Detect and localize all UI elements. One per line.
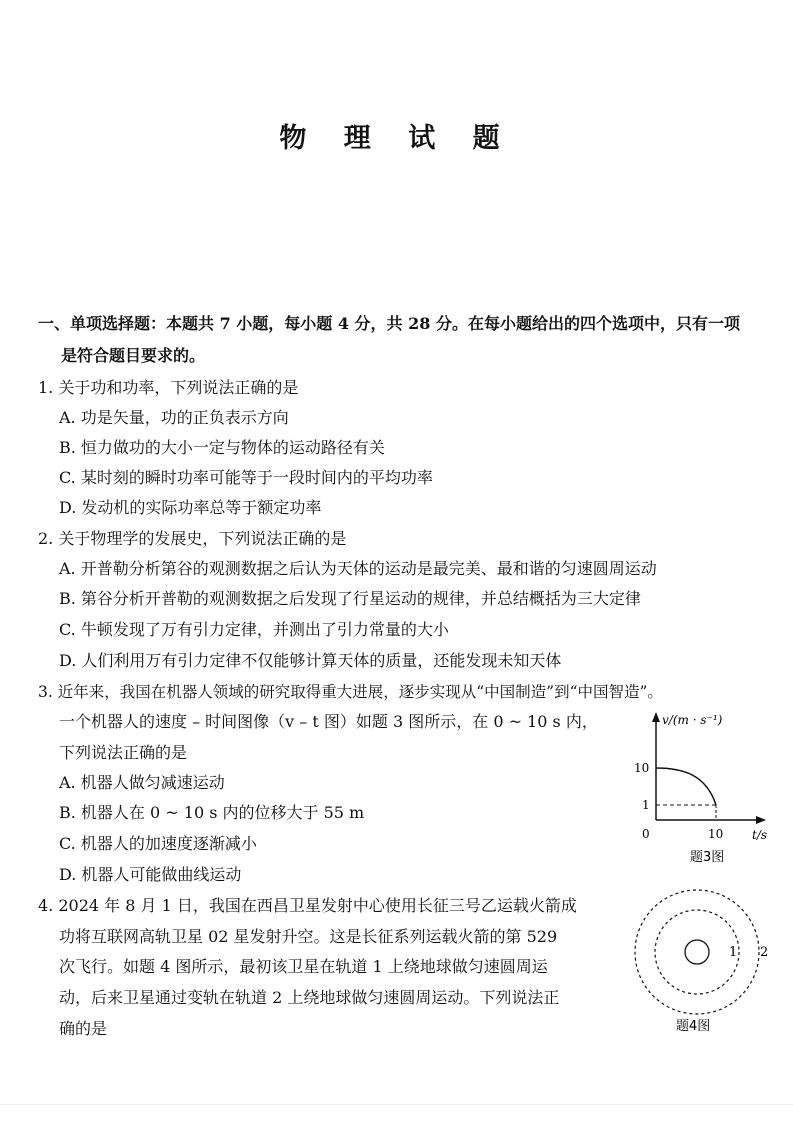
y-tick-1: 1 [642, 798, 650, 812]
page-bottom-divider [0, 1104, 793, 1105]
question-1-option-d: D. 发动机的实际功率总等于额定功率 [59, 498, 322, 517]
y-axis-label: v/(m · s⁻¹) [662, 713, 723, 727]
question-3-option-a: A. 机器人做匀减速运动 [59, 773, 225, 792]
origin-label: 0 [642, 827, 650, 841]
question-2-option-a: A. 开普勒分析第谷的观测数据之后认为天体的运动是最完美、最和谐的匀速圆周运动 [59, 559, 657, 578]
question-4-stem-line4: 动，后来卫星通过变轨在轨道 2 上绕地球做匀速圆周运动。下列说法正 [59, 988, 560, 1007]
question-1-option-a: A. 功是矢量，功的正负表示方向 [59, 408, 289, 427]
question-3-option-c: C. 机器人的加速度逐渐减小 [59, 834, 257, 853]
velocity-curve [656, 768, 716, 805]
x-tick-10: 10 [708, 827, 724, 841]
question-4-stem-line1: 4. 2024 年 8 月 1 日，我国在西昌卫星发射中心使用长征三号乙运载火箭成 [38, 896, 577, 915]
question-3-stem-line2: 一个机器人的速度 – 时间图像（v – t 图）如题 3 图所示，在 0 ~ 10 s 内， [59, 712, 598, 731]
question-2-option-c: C. 牛顿发现了万有引力定律，并测出了引力常量的大小 [59, 620, 449, 639]
orbit-2 [635, 890, 759, 1014]
figure-3-caption: 题3图 [690, 850, 725, 865]
figure-4-orbits [625, 888, 775, 1038]
question-2-option-d: D. 人们利用万有引力定律不仅能够计算天体的质量，还能发现未知天体 [59, 651, 562, 670]
question-3-stem-line3: 下列说法正确的是 [59, 743, 188, 762]
question-2-stem: 2. 关于物理学的发展史，下列说法正确的是 [38, 529, 347, 548]
question-3-stem-line1: 3. 近年来，我国在机器人领域的研究取得重大进展，逐步实现从“中国制造”到“中国智造”。 [38, 683, 663, 701]
x-axis-label: t/s [752, 828, 768, 842]
question-3-option-d: D. 机器人可能做曲线运动 [59, 865, 242, 884]
question-4-stem-line5: 确的是 [59, 1019, 108, 1038]
x-axis-arrow [756, 816, 766, 824]
question-4-stem-line2: 功将互联网高轨卫星 02 星发射升空。这是长征系列运载火箭的第 529 [59, 927, 558, 946]
question-3-option-b: B. 机器人在 0 ~ 10 s 内的位移大于 55 m [59, 803, 365, 822]
question-1-option-c: C. 某时刻的瞬时功率可能等于一段时间内的平均功率 [59, 468, 433, 487]
earth [685, 940, 709, 964]
y-tick-10: 10 [634, 761, 650, 775]
orbit-1-label: 1 [729, 945, 738, 960]
orbit-1 [655, 910, 739, 994]
section-heading: 一、单项选择题：本题共 7 小题，每小题 4 分，共 28 分。在每小题给出的四个选项中，只有一项 [38, 314, 740, 333]
figure-4-caption: 题4图 [676, 1019, 711, 1034]
figure-3-vt-graph [620, 708, 780, 868]
section-heading-cont: 是符合题目要求的。 [61, 346, 206, 365]
question-2-option-b: B. 第谷分析开普勒的观测数据之后发现了行星运动的规律，并总结概括为三大定律 [59, 589, 641, 608]
question-4-stem-line3: 次飞行。如题 4 图所示，最初该卫星在轨道 1 上绕地球做匀速圆周运 [59, 957, 548, 976]
orbit-2-label: 2 [760, 945, 769, 960]
y-axis-arrow [652, 712, 660, 722]
question-1-stem: 1. 关于功和功率，下列说法正确的是 [38, 378, 299, 397]
question-1-option-b: B. 恒力做功的大小一定与物体的运动路径有关 [59, 438, 385, 457]
page-title: 物 理 试 题 [279, 123, 514, 154]
